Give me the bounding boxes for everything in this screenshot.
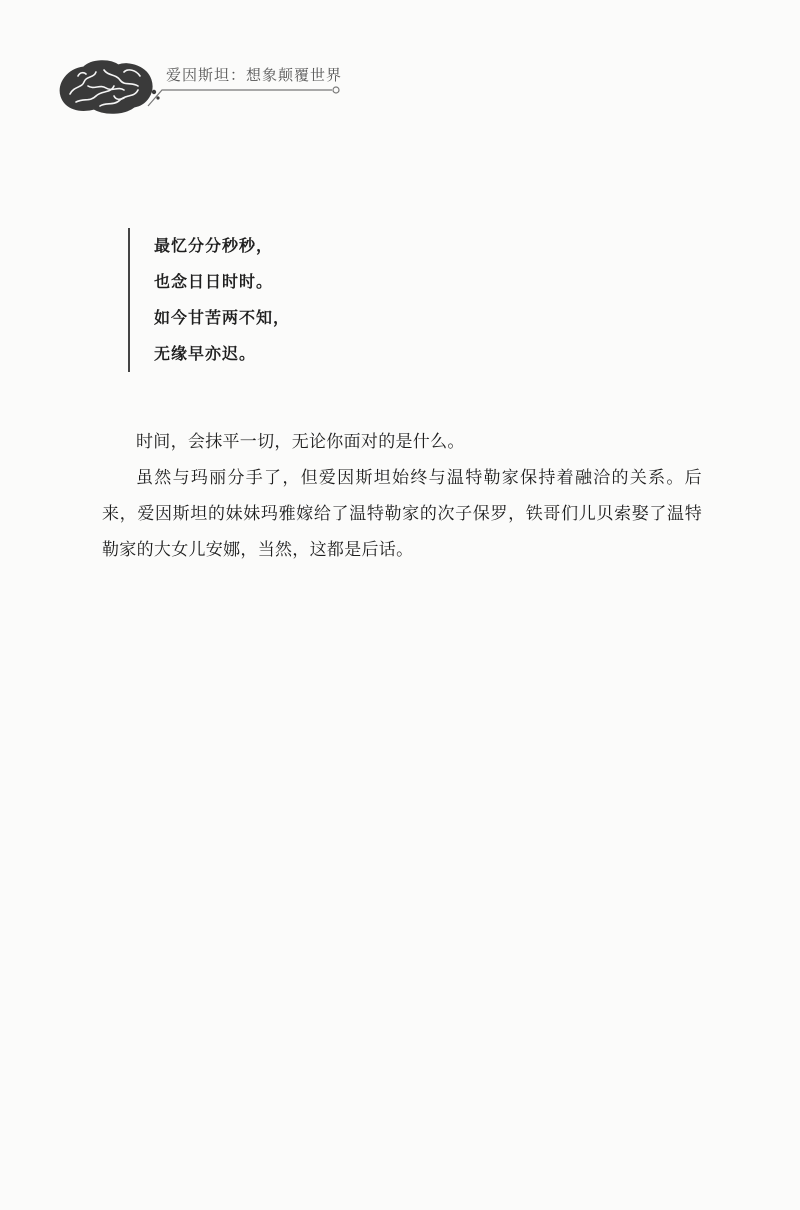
poem-line: 无缘早亦迟。 (154, 344, 257, 363)
paragraph: 虽然与玛丽分手了，但爱因斯坦始终与温特勒家保持着融洽的关系。后来，爱因斯坦的妹妹玛雅嫁给了温特勒家的次子保罗，铁哥们儿贝索娶了温特勒家的大女儿安娜，当然，这都是后话。 (102, 468, 702, 560)
poem-line: 也念日日时时。 (154, 272, 274, 291)
paragraph: 时间，会抹平一切，无论你面对的是什么。 (136, 432, 465, 452)
body-text (102, 424, 702, 568)
brain-icon (54, 56, 174, 118)
running-header (40, 48, 370, 118)
header-title: 爱因斯坦：想象颠覆世界 (166, 66, 343, 84)
poem-block (128, 228, 454, 372)
poem-line: 如今甘苦两不知， (154, 308, 291, 327)
poem-line: 最忆分分秒秒， (154, 236, 274, 255)
